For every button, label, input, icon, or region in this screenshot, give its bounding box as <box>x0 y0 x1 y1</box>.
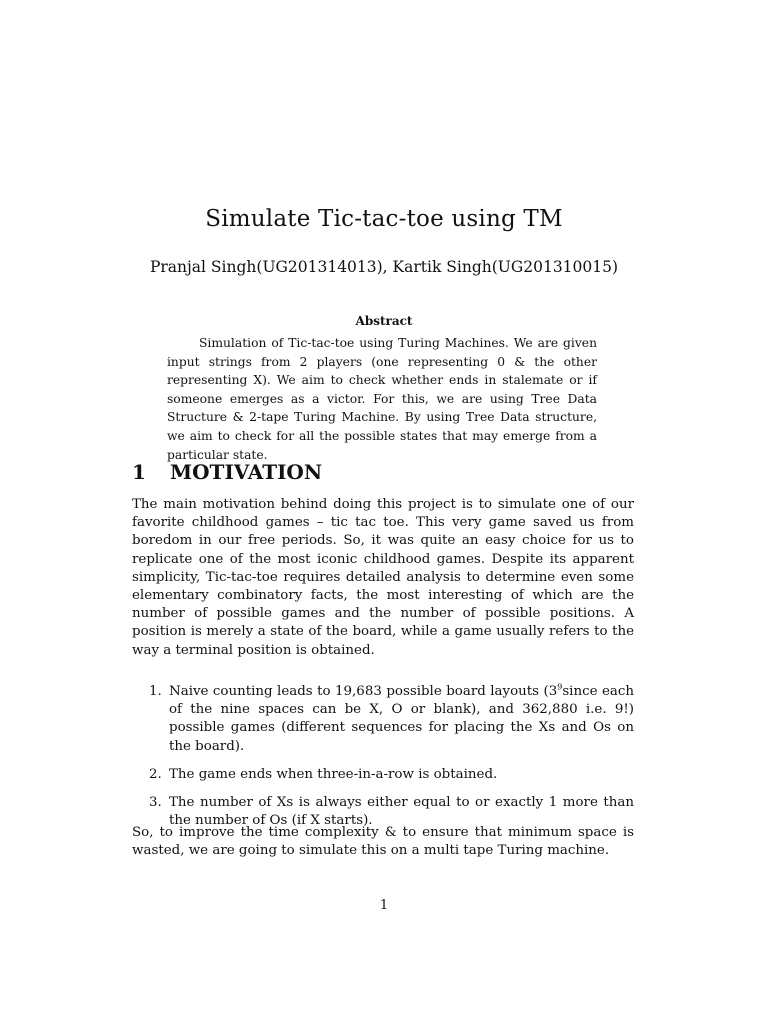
list-item <box>132 766 634 784</box>
section-title: MOTIVATION <box>170 460 323 484</box>
list-item-text: Naive counting leads to 19,683 possible board layouts (3 <box>169 684 558 699</box>
list-item-text: The game ends when three-in-a-row is obtained. <box>169 766 498 782</box>
author-list: Pranjal Singh(UG201314013), Kartik Singh(UG201310015) <box>149 258 619 276</box>
paper-title: Simulate Tic-tac-toe using TM <box>205 206 563 232</box>
motivation-paragraph: The main motivation behind doing this project is to simulate one of our favorite childhood games – tic tac toe. This very game saved us from boredom in our free periods. So, it was quite an easy choice for us to replicate one of the most iconic childhood games. Despite its apparent simplicity, Tic-tac-toe requires detailed analysis to determine even some elementary combinatory facts, the most interesting of which are the number of possible games and the number of possible positions. A position is merely a state of the board, while a game usually refers to the way a terminal position is obtained. <box>132 497 634 658</box>
abstract-heading: Abstract <box>355 314 413 328</box>
list-marker: 3. <box>149 795 162 811</box>
section-number: 1 <box>132 460 146 484</box>
list-marker: 1. <box>149 684 162 699</box>
abstract-text: Simulation of Tic-tac-toe using Turing Machines. We are given input strings from 2 players (one representing 0 & the other representing X). We aim to check whether ends in stalemate or if someone emerges as a victor. For this, we are using Tree Data Structure & 2-tape Turing Machine. By using Tree Data structure, we aim to check for all the possible states that may emerge from a particular state. <box>167 336 597 462</box>
closing-paragraph: So, to improve the time complexity & to ensure that minimum space is wasted, we are going to simulate this on a multi tape Turing machine. <box>132 825 634 859</box>
superscript-exponent: 9 <box>557 682 563 692</box>
list-item <box>132 683 634 756</box>
section-heading <box>132 460 322 484</box>
page-number: 1 <box>379 898 389 913</box>
enumerated-list <box>132 683 634 840</box>
list-item-text-cont: since each of the nine spaces can be X, O or blank), and 362,880 i.e. 9!) possible games (different sequences for placing the Xs and Os on the board). <box>169 684 634 754</box>
list-item-text: The number of Xs is always either equal to or exactly 1 more than the number of Os (if X starts). <box>169 795 634 829</box>
list-marker: 2. <box>149 766 162 782</box>
